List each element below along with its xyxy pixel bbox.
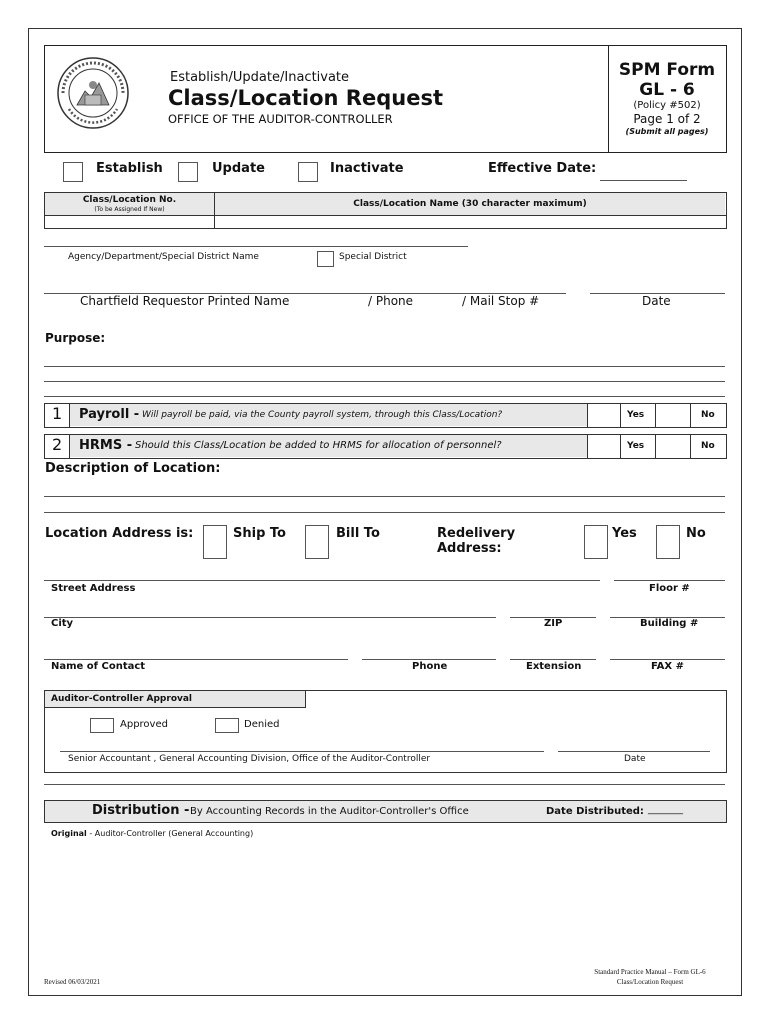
policy-number: (Policy #502) [633,100,701,111]
extension-label: Extension [526,661,582,672]
spm-form-label: SPM Form [618,60,716,80]
payroll-no-box[interactable] [656,404,690,426]
purpose-line-3[interactable] [44,396,725,397]
fax-field[interactable] [610,659,725,660]
q1-divider-e [690,403,691,427]
agency-field[interactable] [44,246,468,247]
special-district-checkbox[interactable] [317,251,334,267]
building-label: Building # [640,618,699,629]
q2-divider-e [690,434,691,458]
redelivery-yes-checkbox[interactable] [584,525,608,559]
phone-field[interactable] [362,659,496,660]
date-distributed-label: Date Distributed: [546,806,644,817]
inactivate-checkbox[interactable] [298,162,318,182]
phone-label: Phone [412,661,448,672]
header-subtitle: Establish/Update/Inactivate [170,70,350,85]
hrms-no-box[interactable] [656,435,690,457]
hrms-yes-box[interactable] [588,435,620,457]
location-address-label: Location Address is: [45,526,194,541]
approver-title: Senior Accountant , General Accounting Division, Office of the Auditor-Controller [68,754,431,764]
denied-label: Denied [244,719,280,730]
q1-yes-label: Yes [627,410,645,420]
effective-date-label: Effective Date: [488,161,597,176]
city-label: City [51,618,74,629]
effective-date-field[interactable] [600,180,687,181]
ship-to-label: Ship To [233,526,286,541]
city-field[interactable] [44,617,496,618]
date-distributed-field[interactable]: _______ [648,804,683,815]
class-table-divider [214,192,215,228]
footer-manual-title: Class/Location Request [616,978,684,986]
q1-no-label: No [701,410,715,420]
q1-divider-a [69,403,70,427]
approver-signature-field[interactable] [60,751,544,752]
approval-date-field[interactable] [558,751,710,752]
q2-divider-a [69,434,70,458]
distribution-text: By Accounting Records in the Auditor-Controller's Office [190,806,469,817]
revised-date: Revised 06/03/2021 [44,978,101,986]
q1-text: Will payroll be paid, via the County payroll system, through this Class/Location? [142,410,503,420]
purpose-label: Purpose: [45,331,106,345]
purpose-line-2[interactable] [44,381,725,382]
zip-label: ZIP [544,618,563,629]
description-label: Description of Location: [45,461,221,476]
approval-title: Auditor-Controller Approval [51,694,193,704]
street-address-label: Street Address [51,583,136,594]
establish-checkbox[interactable] [63,162,83,182]
footer-manual: Standard Practice Manual – Form GL-6 [594,968,706,976]
form-number: GL - 6 [639,80,695,100]
redelivery-no-checkbox[interactable] [656,525,680,559]
q2-divider-c [620,434,621,458]
description-line-2[interactable] [44,512,725,513]
redelivery-no-label: No [686,526,706,541]
approved-label: Approved [120,719,168,730]
bill-to-checkbox[interactable] [305,525,329,559]
submit-note: (Submit all pages) [625,127,709,136]
county-seal-icon [55,55,131,131]
contact-field[interactable] [44,659,348,660]
q1-divider-c [620,403,621,427]
establish-label: Establish [96,161,163,176]
q2-number: 2 [52,435,63,454]
update-label: Update [212,161,265,176]
requestor-name-label: Chartfield Requestor Printed Name [80,294,290,308]
agency-label: Agency/Department/Special District Name [68,252,259,262]
original-bold: Original [51,829,87,838]
q2-no-label: No [701,441,715,451]
header-divider [608,45,609,153]
denied-checkbox[interactable] [215,718,239,733]
ship-to-checkbox[interactable] [203,525,227,559]
redelivery-label: Redelivery [437,526,516,541]
requestor-phone-label: / Phone [368,294,414,308]
update-checkbox[interactable] [178,162,198,182]
purpose-line-1[interactable] [44,366,725,367]
class-no-input[interactable] [45,216,213,226]
fax-label: FAX # [651,661,684,672]
contact-label: Name of Contact [51,661,146,672]
q1-number: 1 [52,404,63,423]
street-address-field[interactable] [44,580,600,581]
class-name-header: Class/Location Name (30 character maximum) [353,199,587,209]
description-line-1[interactable] [44,496,725,497]
form-title: Class/Location Request [168,86,443,110]
special-district-label: Special District [339,252,407,262]
redelivery-yes-label: Yes [612,526,637,541]
redelivery-address-label: Address: [437,541,502,556]
q2-yes-label: Yes [627,441,645,451]
original-note [51,829,253,838]
bill-to-label: Bill To [336,526,380,541]
class-name-input[interactable] [216,216,724,226]
q2-title: HRMS - [79,438,133,453]
q1-title: Payroll - [79,407,140,422]
distribution-title: Distribution - [92,803,190,818]
requestor-mailstop-label: / Mail Stop # [462,294,540,308]
floor-label: Floor # [649,583,690,594]
extension-field[interactable] [510,659,596,660]
approval-date-label: Date [624,754,646,764]
class-no-subheader: (To be Assigned If New) [94,206,165,213]
class-no-header: Class/Location No. [82,195,177,205]
office-name: OFFICE OF THE AUDITOR-CONTROLLER [168,112,393,126]
page-indicator: Page 1 of 2 [633,112,701,126]
spm-block [612,60,722,137]
approved-checkbox[interactable] [90,718,114,733]
floor-field[interactable] [614,580,725,581]
q2-text: Should this Class/Location be added to HRMS for allocation of personnel? [135,440,502,451]
requestor-date-label: Date [642,294,671,308]
original-text: - Auditor-Controller (General Accounting) [89,829,254,838]
section-separator [44,784,725,785]
inactivate-label: Inactivate [330,161,404,176]
payroll-yes-box[interactable] [588,404,620,426]
